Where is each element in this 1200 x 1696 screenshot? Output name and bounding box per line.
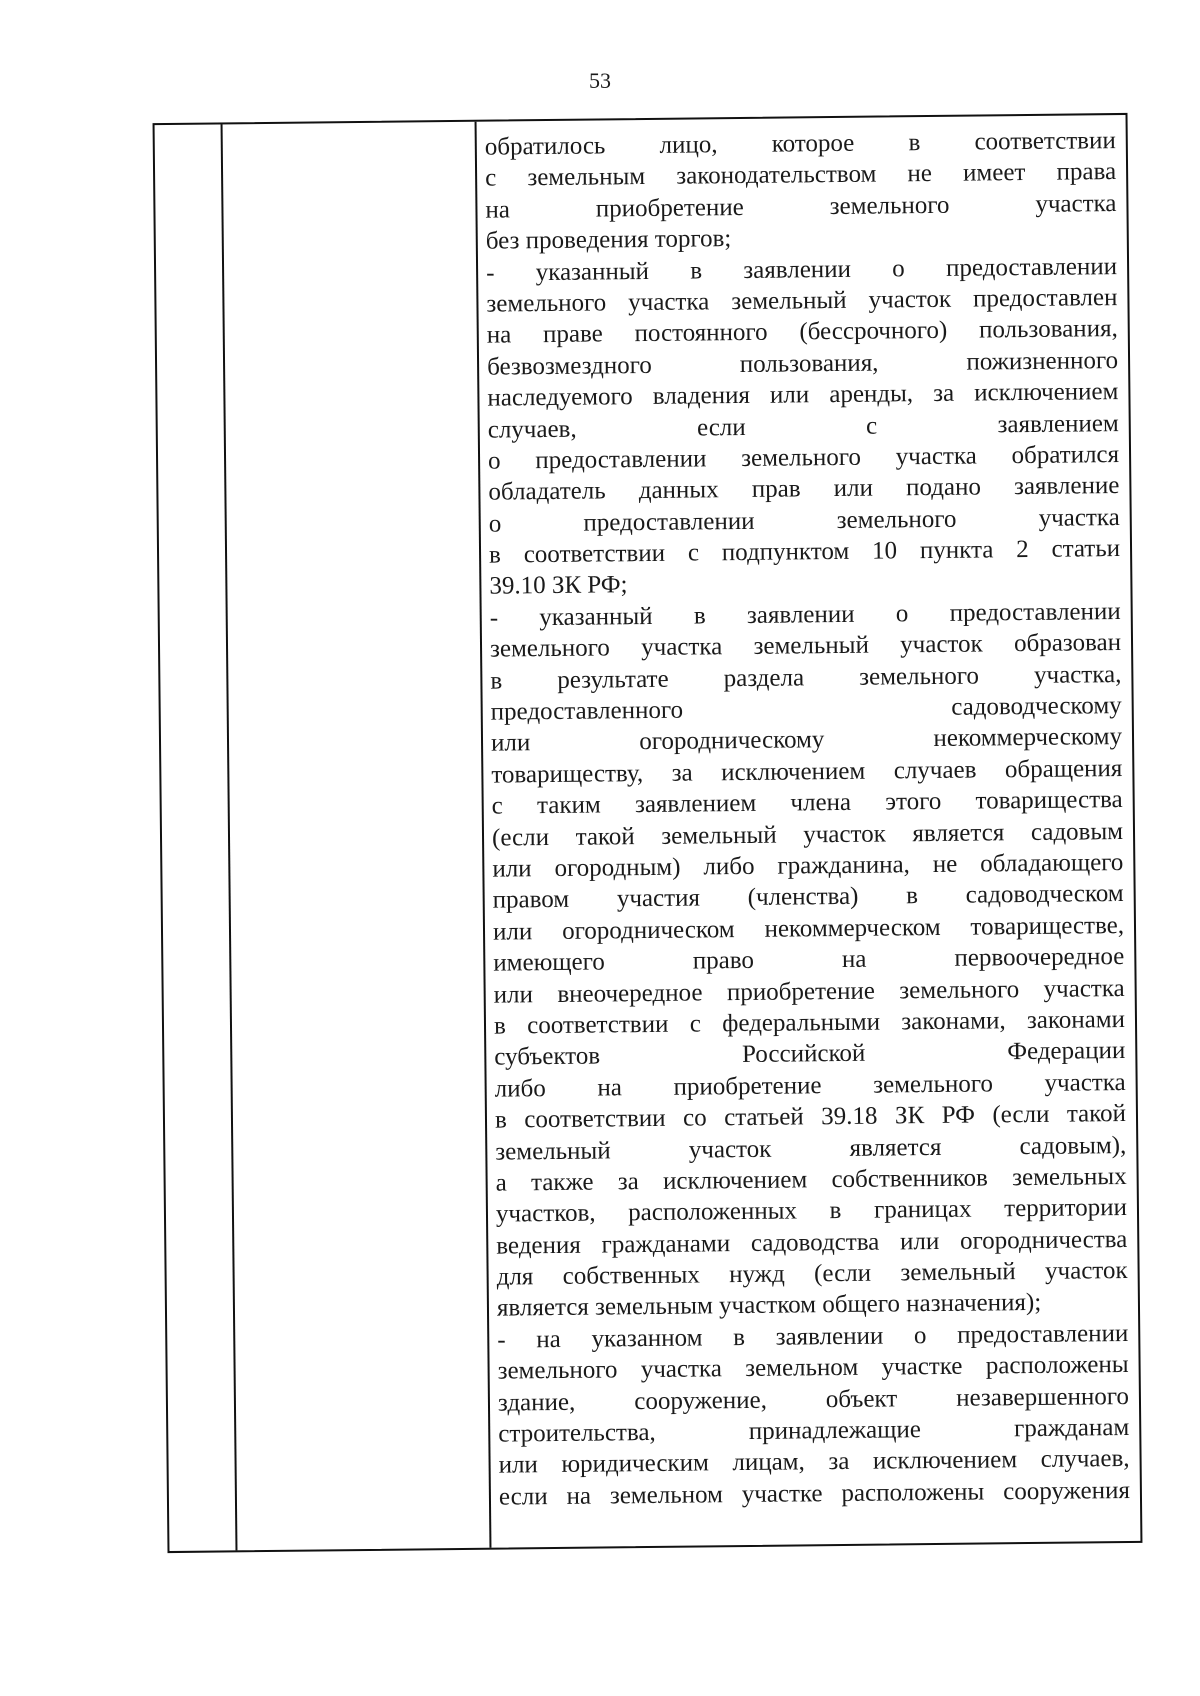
text-line: предоставленного садоводческому	[490, 692, 1122, 726]
text-line: участков, расположенных в границах территории	[495, 1194, 1128, 1228]
text-line: если на земельном участке расположены сооружения	[498, 1476, 1131, 1511]
text-line: правом участия (членства) в садоводческом	[492, 880, 1124, 914]
text-line: или внеочередное приобретение земельного участка	[493, 974, 1125, 1009]
text-line: наследуемого владения или аренды, за исключением	[487, 378, 1119, 412]
text-line: случаев, если с заявлением	[487, 409, 1119, 444]
text-line: (если такой земельный участок является садовым	[491, 817, 1124, 852]
text-line: является земельным участком общего назначения);	[496, 1289, 1042, 1323]
text-line: ведения гражданами садоводства или огородничества	[496, 1225, 1128, 1260]
text-line: на праве постоянного (бессрочного) пользования,	[486, 315, 1118, 349]
text-line: в соответствии со статьей 39.18 ЗК РФ (если такой	[494, 1100, 1127, 1134]
text-line: о предоставлении земельного участка	[488, 503, 1120, 538]
text-line: земельного участка земельный участок образован	[489, 629, 1122, 663]
text-line: на приобретение земельного участка	[485, 189, 1117, 224]
text-line: имеющего право на первоочередное	[493, 943, 1125, 977]
text-line: субъектов Российской Федерации	[494, 1037, 1126, 1071]
text-line: без проведения торгов;	[485, 225, 732, 255]
text-line: здание, сооружение, объект незавершенного	[497, 1382, 1130, 1417]
text-line: с таким заявлением члена этого товарищества	[491, 786, 1123, 820]
page-number: 53	[589, 68, 611, 93]
text-line: 39.10 ЗК РФ;	[489, 571, 628, 601]
text-line: - указанный в заявлении о предоставлении	[489, 597, 1121, 632]
text-line: а также за исключением собственников земельных	[495, 1162, 1127, 1197]
text-line: в соответствии с подпунктом 10 пункта 2 статьи	[488, 535, 1121, 569]
text-line: или огородническому некоммерческому	[490, 723, 1123, 758]
text-line: земельного участка земельный участок предоставлен	[486, 284, 1118, 318]
text-line: либо на приобретение земельного участка	[494, 1068, 1126, 1103]
text-line: - на указанном в заявлении о предоставлении	[497, 1319, 1129, 1354]
table-cell-text	[485, 125, 1130, 1513]
text-line: товариществу, за исключением случаев обращения	[491, 754, 1123, 789]
column-divider-1	[221, 124, 238, 1550]
text-line: или огородным) либо гражданина, не обладающего	[492, 849, 1124, 883]
text-line: земельный участок является садовым),	[495, 1131, 1127, 1166]
text-line: безвозмездного пользования, пожизненного	[486, 346, 1119, 381]
text-line: - указанный в заявлении о предоставлении	[485, 252, 1118, 287]
text-line: обратилось лицо, которое в соответствии	[484, 127, 1116, 161]
text-line: для собственных нужд (если земельный участок	[496, 1257, 1128, 1291]
text-line: с земельным законодательством не имеет права	[484, 158, 1117, 193]
text-line: строительства, принадлежащие гражданам	[498, 1414, 1130, 1448]
text-line: обладатель данных прав или подано заявление	[488, 472, 1120, 506]
table	[153, 113, 1143, 1553]
text-line: или огородническом некоммерческом товариществе,	[492, 911, 1125, 946]
text-line: или юридическим лицам, за исключением случаев,	[498, 1445, 1130, 1479]
text-line: в результате раздела земельного участка,	[490, 660, 1122, 695]
text-line: о предоставлении земельного участка обратился	[487, 440, 1120, 475]
text-line: земельного участка земельном участке расположены	[497, 1351, 1129, 1385]
text-line: в соответствии с федеральными законами, законами	[493, 1005, 1126, 1040]
